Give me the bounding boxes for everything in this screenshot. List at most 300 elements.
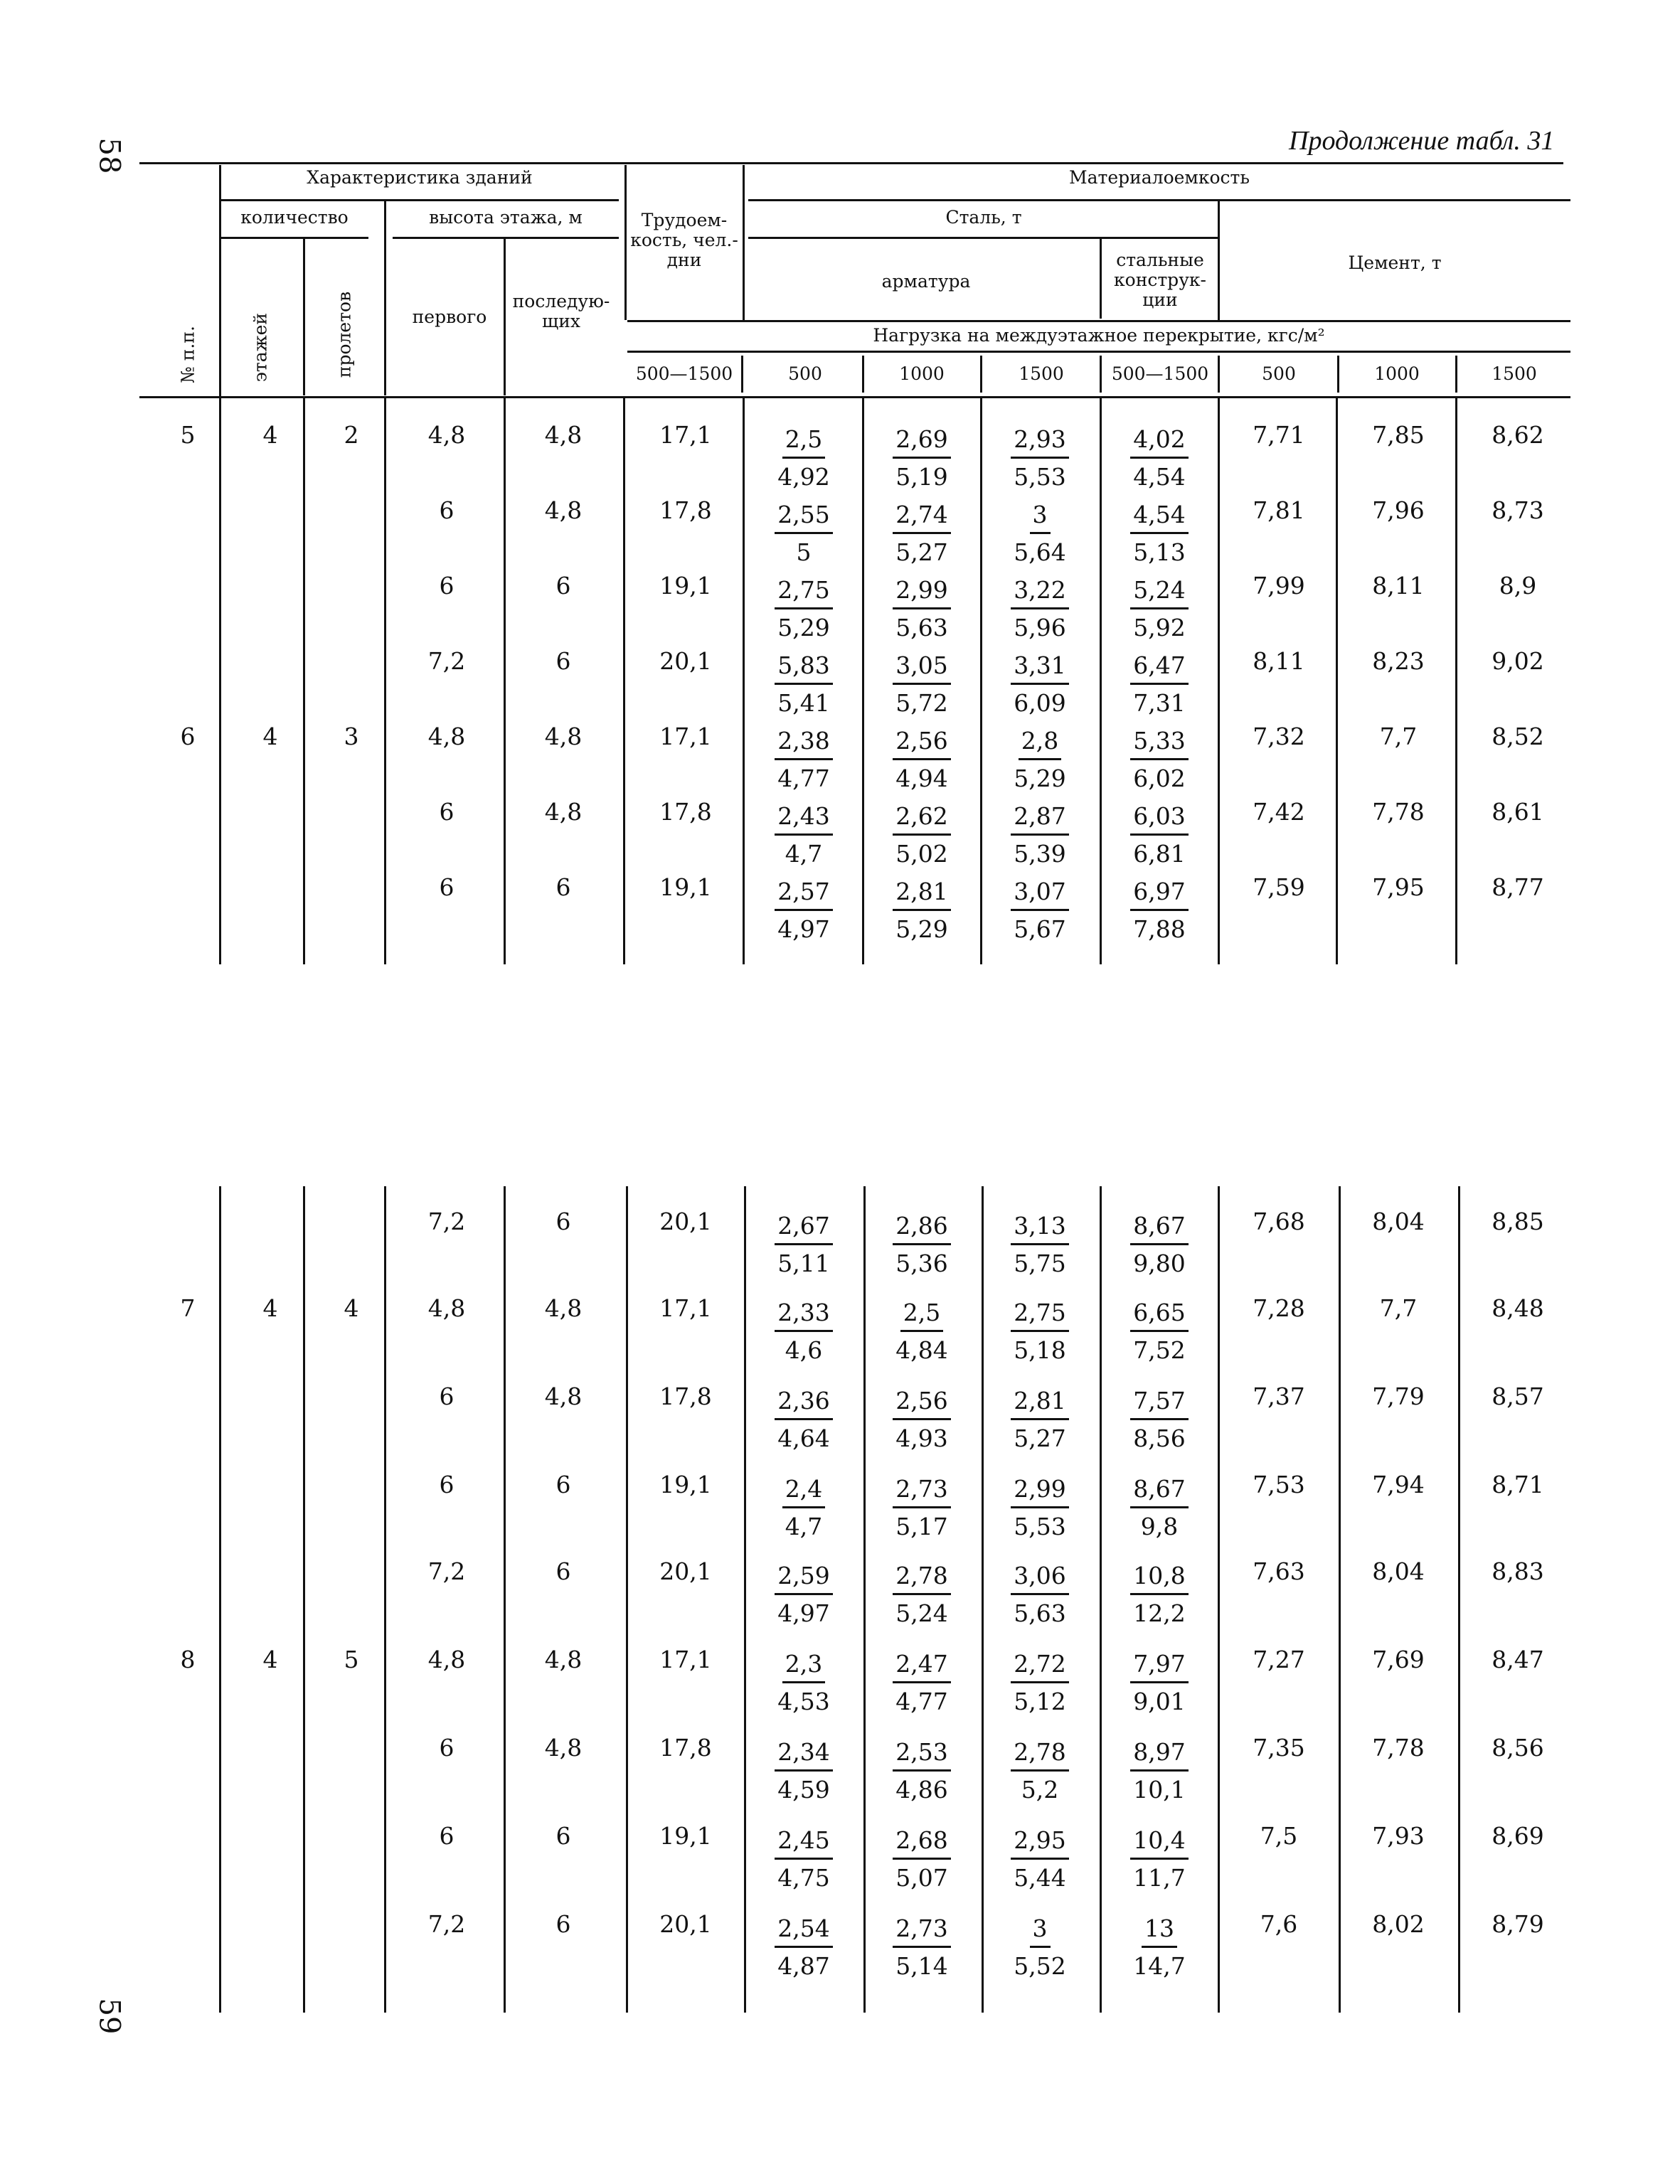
fraction-denominator: 4,59 bbox=[777, 1776, 830, 1804]
fraction-numerator: 2,47 bbox=[893, 1647, 950, 1683]
column-divider bbox=[303, 398, 305, 964]
column-divider bbox=[1337, 356, 1339, 393]
fraction-denominator: 5,75 bbox=[1014, 1250, 1066, 1277]
cell-c500: 7,53 bbox=[1253, 1471, 1305, 1498]
column-divider bbox=[303, 1186, 305, 2013]
fraction-denominator: 14,7 bbox=[1133, 1952, 1186, 1980]
cell-c500: 7,68 bbox=[1253, 1208, 1305, 1235]
fraction-numerator: 2,56 bbox=[893, 724, 950, 760]
fraction-denominator: 5,2 bbox=[1021, 1776, 1059, 1804]
fraction-denominator: 9,8 bbox=[1140, 1513, 1179, 1540]
cell-c500: 8,11 bbox=[1253, 647, 1305, 675]
cell-h2: 6 bbox=[555, 1471, 571, 1498]
fraction-denominator: 5,52 bbox=[1014, 1952, 1066, 1980]
fraction-denominator: 5,12 bbox=[1014, 1688, 1066, 1715]
fraction-denominator: 6,81 bbox=[1133, 840, 1186, 868]
rule-line bbox=[627, 320, 1570, 322]
fraction-numerator: 2,86 bbox=[893, 1209, 950, 1245]
fraction-denominator: 9,01 bbox=[1133, 1688, 1186, 1715]
fraction-denominator: 5,63 bbox=[895, 614, 948, 641]
cell-c1500: 8,71 bbox=[1492, 1471, 1544, 1498]
fraction-numerator: 2,75 bbox=[775, 573, 832, 609]
cell-h1: 6 bbox=[439, 1471, 454, 1498]
cell-lab: 17,8 bbox=[659, 798, 712, 826]
fraction-numerator: 3,31 bbox=[1011, 649, 1068, 685]
cell-sp: 5 bbox=[344, 1646, 359, 1673]
cell-sc bbox=[1117, 647, 1202, 722]
fraction-numerator: 3,07 bbox=[1011, 875, 1068, 911]
cell-a1500 bbox=[997, 1822, 1083, 1897]
fraction-denominator: 8,56 bbox=[1133, 1424, 1186, 1452]
cell-c500: 7,42 bbox=[1253, 798, 1305, 826]
cell-sc bbox=[1117, 723, 1202, 797]
cell-c1500: 8,83 bbox=[1492, 1557, 1544, 1585]
cell-c1500: 8,48 bbox=[1492, 1294, 1544, 1322]
fraction-denominator: 7,52 bbox=[1133, 1336, 1186, 1364]
cell-fl: 4 bbox=[262, 421, 278, 449]
cell-c1500: 8,79 bbox=[1492, 1910, 1544, 1938]
cell-h2: 4,8 bbox=[544, 1383, 583, 1410]
column-divider bbox=[1455, 398, 1457, 964]
cell-c500: 7,63 bbox=[1253, 1557, 1305, 1585]
cell-fl: 4 bbox=[262, 1294, 278, 1322]
fraction-denominator: 5,29 bbox=[895, 915, 948, 943]
column-divider bbox=[384, 1186, 386, 2013]
cell-lab: 17,1 bbox=[659, 1294, 712, 1322]
cell-h1: 7,2 bbox=[427, 647, 466, 675]
fraction-denominator: 10,1 bbox=[1133, 1776, 1186, 1804]
cell-sc bbox=[1117, 798, 1202, 873]
cell-h1: 7,2 bbox=[427, 1557, 466, 1585]
header-rebar: арматура bbox=[881, 271, 971, 292]
cell-c1500: 8,57 bbox=[1492, 1383, 1544, 1410]
column-divider bbox=[743, 398, 745, 964]
cell-h2: 4,8 bbox=[544, 496, 583, 524]
fraction-numerator: 2,81 bbox=[1011, 1384, 1068, 1420]
column-divider bbox=[303, 239, 305, 395]
cell-h1: 4,8 bbox=[427, 1294, 466, 1322]
fraction-denominator: 5,02 bbox=[895, 840, 948, 868]
fraction-numerator: 2,93 bbox=[1011, 422, 1068, 459]
column-divider bbox=[1339, 1186, 1341, 2013]
fraction-denominator: 4,94 bbox=[895, 765, 948, 792]
fraction-numerator: 2,45 bbox=[775, 1823, 832, 1860]
fraction-denominator: 4,77 bbox=[895, 1688, 948, 1715]
fraction-numerator: 2,56 bbox=[893, 1384, 950, 1420]
cell-h2: 4,8 bbox=[544, 421, 583, 449]
column-divider bbox=[1458, 1186, 1460, 2013]
cell-a1500 bbox=[997, 798, 1083, 873]
fraction-numerator: 3,22 bbox=[1011, 573, 1068, 609]
column-divider bbox=[219, 398, 221, 964]
fraction-numerator: 3 bbox=[1030, 1912, 1051, 1948]
fraction-numerator: 2,3 bbox=[782, 1647, 825, 1683]
cell-sc bbox=[1117, 1557, 1202, 1632]
header-num: № п.п. bbox=[177, 326, 198, 383]
fraction-numerator: 7,97 bbox=[1130, 1647, 1188, 1683]
column-divider bbox=[1218, 199, 1220, 320]
cell-lab: 17,8 bbox=[659, 1734, 712, 1762]
cell-a500 bbox=[761, 1383, 846, 1457]
cell-sc bbox=[1117, 496, 1202, 571]
fraction-numerator: 6,97 bbox=[1130, 875, 1188, 911]
fraction-denominator: 4,93 bbox=[895, 1424, 948, 1452]
fraction-denominator: 5,53 bbox=[1014, 463, 1066, 491]
fraction-denominator: 5,24 bbox=[895, 1599, 948, 1627]
column-divider bbox=[504, 398, 506, 964]
fraction-numerator: 2,95 bbox=[1011, 1823, 1068, 1860]
fraction-denominator: 4,6 bbox=[785, 1336, 823, 1364]
cell-a1500 bbox=[997, 421, 1083, 496]
fraction-numerator: 2,57 bbox=[775, 875, 832, 911]
cell-c500: 7,37 bbox=[1253, 1383, 1305, 1410]
cell-a1500 bbox=[997, 1383, 1083, 1457]
cell-lab: 17,1 bbox=[659, 421, 712, 449]
fraction-numerator: 2,99 bbox=[1011, 1472, 1068, 1508]
cell-a1000 bbox=[879, 1557, 964, 1632]
fraction-denominator: 5,44 bbox=[1014, 1864, 1066, 1892]
fraction-denominator: 4,7 bbox=[785, 840, 823, 868]
fraction-denominator: 4,86 bbox=[895, 1776, 948, 1804]
column-divider bbox=[504, 1186, 506, 2013]
cell-c1000: 7,7 bbox=[1379, 723, 1418, 750]
cell-c1000: 7,93 bbox=[1372, 1822, 1425, 1850]
fraction-numerator: 2,68 bbox=[893, 1823, 950, 1860]
fraction-numerator: 2,5 bbox=[782, 422, 825, 459]
fraction-denominator: 6,09 bbox=[1014, 689, 1066, 717]
cell-c500: 7,59 bbox=[1253, 873, 1305, 901]
cell-a1500 bbox=[997, 572, 1083, 646]
cell-h2: 6 bbox=[555, 572, 571, 600]
column-divider bbox=[1218, 356, 1220, 393]
cell-a1000 bbox=[879, 1294, 964, 1369]
cell-c1000: 7,85 bbox=[1372, 421, 1425, 449]
fraction-numerator: 2,75 bbox=[1011, 1296, 1068, 1332]
header-floors: этажей bbox=[250, 312, 271, 383]
cell-h1: 6 bbox=[439, 1734, 454, 1762]
cell-sc bbox=[1117, 1294, 1202, 1369]
cell-a1000 bbox=[879, 798, 964, 873]
fraction-numerator: 3,05 bbox=[893, 649, 950, 685]
fraction-denominator: 5 bbox=[796, 538, 812, 566]
page-number-bottom: 59 bbox=[92, 1998, 126, 2035]
column-divider bbox=[1218, 398, 1220, 964]
fraction-denominator: 5,17 bbox=[895, 1513, 948, 1540]
fraction-numerator: 2,69 bbox=[893, 422, 950, 459]
cell-c500: 7,27 bbox=[1253, 1646, 1305, 1673]
fraction-denominator: 5,13 bbox=[1133, 538, 1186, 566]
cell-a1500 bbox=[997, 647, 1083, 722]
cell-a1000 bbox=[879, 421, 964, 496]
rule-line bbox=[748, 199, 1570, 201]
cell-a1500 bbox=[997, 1557, 1083, 1632]
fraction-denominator: 5,36 bbox=[895, 1250, 948, 1277]
header-count: количество bbox=[240, 207, 349, 228]
cell-h1: 7,2 bbox=[427, 1208, 466, 1235]
fraction-numerator: 2,62 bbox=[893, 799, 950, 836]
fraction-numerator: 2,99 bbox=[893, 573, 950, 609]
cell-a1000 bbox=[879, 873, 964, 948]
cell-lab: 19,1 bbox=[659, 873, 712, 901]
fraction-denominator: 4,75 bbox=[777, 1864, 830, 1892]
rule-line bbox=[627, 351, 1570, 353]
header-height: высота этажа, м bbox=[429, 207, 583, 228]
fraction-numerator: 5,24 bbox=[1130, 573, 1188, 609]
cell-h1: 4,8 bbox=[427, 723, 466, 750]
cell-h2: 6 bbox=[555, 1208, 571, 1235]
cell-lab: 20,1 bbox=[659, 647, 712, 675]
fraction-denominator: 9,80 bbox=[1133, 1250, 1186, 1277]
cell-lab: 17,1 bbox=[659, 723, 712, 750]
fraction-numerator: 10,4 bbox=[1130, 1823, 1188, 1860]
cell-a500 bbox=[761, 1208, 846, 1282]
rule-line bbox=[139, 396, 1570, 398]
cell-c500: 7,5 bbox=[1260, 1822, 1298, 1850]
fraction-numerator: 2,73 bbox=[893, 1912, 950, 1948]
cell-fl: 4 bbox=[262, 723, 278, 750]
fraction-denominator: 6,02 bbox=[1133, 765, 1186, 792]
table-caption: Продолжение табл. 31 bbox=[1289, 126, 1555, 156]
fraction-numerator: 2,34 bbox=[775, 1735, 832, 1772]
cell-a500 bbox=[761, 798, 846, 873]
fraction-denominator: 7,31 bbox=[1133, 689, 1186, 717]
fraction-denominator: 5,19 bbox=[895, 463, 948, 491]
load-col-label: 1500 bbox=[1019, 363, 1064, 384]
cell-c1000: 8,23 bbox=[1372, 647, 1425, 675]
fraction-numerator: 3,13 bbox=[1011, 1209, 1068, 1245]
fraction-denominator: 5,14 bbox=[895, 1952, 948, 1980]
cell-c500: 7,28 bbox=[1253, 1294, 1305, 1322]
cell-no: 6 bbox=[180, 723, 196, 750]
cell-c500: 7,35 bbox=[1253, 1734, 1305, 1762]
fraction-denominator: 5,92 bbox=[1133, 614, 1186, 641]
cell-c1500: 8,56 bbox=[1492, 1734, 1544, 1762]
fraction-denominator: 5,07 bbox=[895, 1864, 948, 1892]
cell-a500 bbox=[761, 572, 846, 646]
cell-a1500 bbox=[997, 723, 1083, 797]
cell-lab: 20,1 bbox=[659, 1910, 712, 1938]
fraction-numerator: 2,81 bbox=[893, 875, 950, 911]
cell-a1000 bbox=[879, 1734, 964, 1809]
column-divider bbox=[1100, 356, 1102, 393]
cell-h2: 6 bbox=[555, 1910, 571, 1938]
header-building: Характеристика зданий bbox=[307, 167, 533, 188]
fraction-numerator: 2,5 bbox=[900, 1296, 943, 1332]
fraction-numerator: 8,67 bbox=[1130, 1209, 1188, 1245]
cell-lab: 17,1 bbox=[659, 1646, 712, 1673]
column-divider bbox=[1336, 398, 1338, 964]
cell-sc bbox=[1117, 873, 1202, 948]
fraction-denominator: 4,84 bbox=[895, 1336, 948, 1364]
cell-c1000: 7,95 bbox=[1372, 873, 1425, 901]
cell-h1: 6 bbox=[439, 798, 454, 826]
cell-sp: 2 bbox=[344, 421, 359, 449]
fraction-numerator: 2,78 bbox=[893, 1559, 950, 1595]
cell-h1: 6 bbox=[439, 1383, 454, 1410]
fraction-denominator: 5,27 bbox=[895, 538, 948, 566]
fraction-numerator: 4,02 bbox=[1130, 422, 1188, 459]
fraction-denominator: 12,2 bbox=[1133, 1599, 1186, 1627]
cell-lab: 19,1 bbox=[659, 572, 712, 600]
cell-sc bbox=[1117, 1646, 1202, 1720]
cell-h1: 7,2 bbox=[427, 1910, 466, 1938]
header-subsequent: последую-щих bbox=[512, 291, 610, 331]
column-divider bbox=[744, 1186, 746, 2013]
cell-lab: 17,8 bbox=[659, 496, 712, 524]
fraction-numerator: 2,72 bbox=[1011, 1647, 1068, 1683]
cell-c1000: 7,94 bbox=[1372, 1471, 1425, 1498]
cell-a500 bbox=[761, 496, 846, 571]
fraction-denominator: 5,29 bbox=[777, 614, 830, 641]
cell-c1000: 8,11 bbox=[1372, 572, 1425, 600]
cell-sc bbox=[1117, 1208, 1202, 1282]
column-divider bbox=[743, 165, 745, 320]
cell-lab: 19,1 bbox=[659, 1471, 712, 1498]
cell-a1000 bbox=[879, 1822, 964, 1897]
cell-a1500 bbox=[997, 496, 1083, 571]
cell-c1500: 8,47 bbox=[1492, 1646, 1544, 1673]
load-col-label: 1000 bbox=[899, 363, 945, 384]
column-divider bbox=[863, 1186, 866, 2013]
cell-sc bbox=[1117, 1910, 1202, 1985]
fraction-denominator: 4,87 bbox=[777, 1952, 830, 1980]
cell-h1: 6 bbox=[439, 496, 454, 524]
page-number-top: 58 bbox=[92, 137, 126, 174]
column-divider bbox=[1100, 239, 1102, 319]
column-divider bbox=[741, 356, 743, 393]
fraction-numerator: 2,67 bbox=[775, 1209, 832, 1245]
column-divider bbox=[384, 199, 386, 395]
cell-sc bbox=[1117, 1822, 1202, 1897]
fraction-numerator: 6,03 bbox=[1130, 799, 1188, 836]
cell-no: 8 bbox=[180, 1646, 196, 1673]
cell-a1000 bbox=[879, 1208, 964, 1282]
header-material: Материалоемкость bbox=[1069, 167, 1250, 188]
fraction-numerator: 2,74 bbox=[893, 498, 950, 534]
fraction-numerator: 13 bbox=[1142, 1912, 1177, 1948]
cell-a1000 bbox=[879, 1471, 964, 1545]
fraction-numerator: 2,87 bbox=[1011, 799, 1068, 836]
fraction-numerator: 5,33 bbox=[1130, 724, 1188, 760]
column-divider bbox=[219, 165, 221, 396]
cell-c1000: 7,69 bbox=[1372, 1646, 1425, 1673]
header-first: первого bbox=[412, 307, 487, 327]
load-col-label: 500—1500 bbox=[1111, 363, 1209, 384]
cell-c1500: 8,77 bbox=[1492, 873, 1544, 901]
cell-c1500: 8,52 bbox=[1492, 723, 1544, 750]
header-load: Нагрузка на междуэтажное перекрытие, кгс/м² bbox=[873, 325, 1325, 346]
cell-a500 bbox=[761, 1294, 846, 1369]
cell-c500: 7,99 bbox=[1253, 572, 1305, 600]
rule-line bbox=[393, 237, 619, 239]
cell-h1: 6 bbox=[439, 1822, 454, 1850]
cell-a500 bbox=[761, 647, 846, 722]
cell-a1000 bbox=[879, 1383, 964, 1457]
cell-a500 bbox=[761, 1646, 846, 1720]
cell-a1500 bbox=[997, 1294, 1083, 1369]
fraction-numerator: 2,78 bbox=[1011, 1735, 1068, 1772]
cell-h2: 6 bbox=[555, 873, 571, 901]
rule-line bbox=[220, 237, 368, 239]
cell-sc bbox=[1117, 1734, 1202, 1809]
fraction-numerator: 7,57 bbox=[1130, 1384, 1188, 1420]
header-steel-struct: стальные конструк-ции bbox=[1114, 250, 1206, 310]
column-divider bbox=[624, 165, 627, 320]
cell-lab: 20,1 bbox=[659, 1208, 712, 1235]
column-divider bbox=[623, 398, 625, 964]
cell-a1000 bbox=[879, 723, 964, 797]
fraction-numerator: 10,8 bbox=[1130, 1559, 1188, 1595]
column-divider bbox=[1455, 356, 1457, 393]
cell-c1500: 8,61 bbox=[1492, 798, 1544, 826]
cell-c1500: 8,69 bbox=[1492, 1822, 1544, 1850]
cell-c1500: 8,9 bbox=[1499, 572, 1537, 600]
fraction-denominator: 4,53 bbox=[777, 1688, 830, 1715]
cell-c500: 7,81 bbox=[1253, 496, 1305, 524]
fraction-numerator: 2,38 bbox=[775, 724, 832, 760]
cell-a1500 bbox=[997, 873, 1083, 948]
cell-no: 7 bbox=[180, 1294, 196, 1322]
column-divider bbox=[1218, 1186, 1220, 2013]
cell-a500 bbox=[761, 1557, 846, 1632]
rule-line bbox=[139, 162, 1563, 164]
cell-sc bbox=[1117, 1471, 1202, 1545]
column-divider bbox=[980, 398, 982, 964]
cell-c1000: 7,7 bbox=[1379, 1294, 1418, 1322]
column-divider bbox=[1100, 1186, 1102, 2013]
fraction-denominator: 5,72 bbox=[895, 689, 948, 717]
cell-lab: 19,1 bbox=[659, 1822, 712, 1850]
fraction-numerator: 2,59 bbox=[775, 1559, 832, 1595]
cell-h2: 4,8 bbox=[544, 1734, 583, 1762]
fraction-denominator: 5,41 bbox=[777, 689, 830, 717]
fraction-denominator: 4,97 bbox=[777, 915, 830, 943]
header-cement: Цемент, т bbox=[1348, 252, 1442, 273]
cell-c1000: 8,04 bbox=[1372, 1208, 1425, 1235]
fraction-numerator: 2,73 bbox=[893, 1472, 950, 1508]
column-divider bbox=[980, 356, 982, 393]
fraction-denominator: 7,88 bbox=[1133, 915, 1186, 943]
cell-lab: 17,8 bbox=[659, 1383, 712, 1410]
fraction-denominator: 4,97 bbox=[777, 1599, 830, 1627]
cell-sc bbox=[1117, 1383, 1202, 1457]
fraction-denominator: 5,96 bbox=[1014, 614, 1066, 641]
fraction-denominator: 5,39 bbox=[1014, 840, 1066, 868]
cell-sc bbox=[1117, 421, 1202, 496]
cell-no: 5 bbox=[180, 421, 196, 449]
fraction-numerator: 5,83 bbox=[775, 649, 832, 685]
cell-lab: 20,1 bbox=[659, 1557, 712, 1585]
fraction-denominator: 11,7 bbox=[1133, 1864, 1186, 1892]
cell-h2: 6 bbox=[555, 1822, 571, 1850]
fraction-denominator: 5,29 bbox=[1014, 765, 1066, 792]
fraction-denominator: 5,53 bbox=[1014, 1513, 1066, 1540]
cell-a1500 bbox=[997, 1208, 1083, 1282]
fraction-numerator: 8,67 bbox=[1130, 1472, 1188, 1508]
rule-line bbox=[220, 199, 619, 201]
header-steel: Сталь, т bbox=[945, 207, 1022, 228]
cell-h1: 4,8 bbox=[427, 1646, 466, 1673]
fraction-denominator: 4,77 bbox=[777, 765, 830, 792]
cell-a500 bbox=[761, 723, 846, 797]
header-spans: пролетов bbox=[334, 291, 355, 378]
cell-c1500: 9,02 bbox=[1492, 647, 1544, 675]
cell-a1500 bbox=[997, 1471, 1083, 1545]
fraction-numerator: 6,65 bbox=[1130, 1296, 1188, 1332]
column-divider bbox=[626, 1186, 628, 2013]
header-labor: Трудоем-кость, чел.-дни bbox=[630, 210, 738, 270]
fraction-numerator: 2,53 bbox=[893, 1735, 950, 1772]
